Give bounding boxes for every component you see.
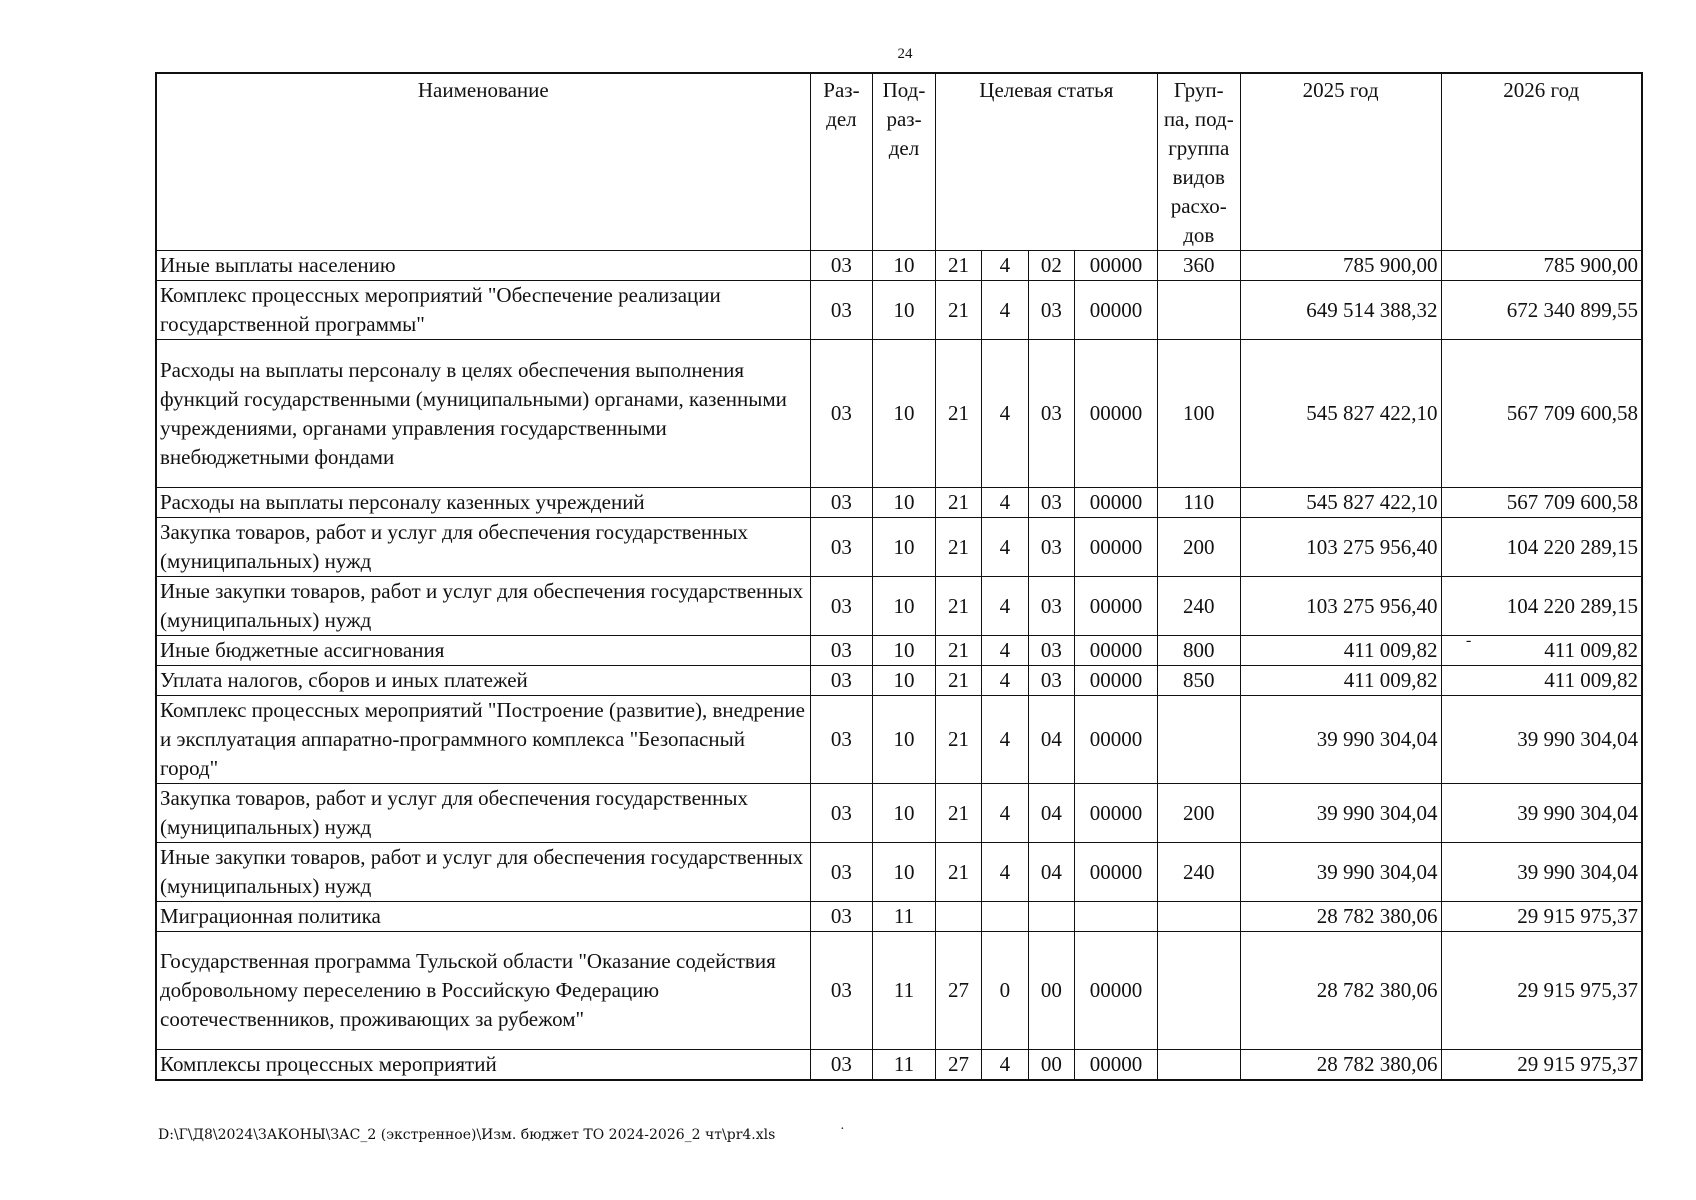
row-section: 03 — [810, 636, 873, 666]
row-target-type: 4 — [982, 1050, 1028, 1081]
row-amount-2025: 28 782 380,06 — [1240, 902, 1441, 932]
footer-file-path: D:\Г\Д8\2024\ЗАКОНЫ\ЗАС_2 (экстренное)\Изм. бюджет ТО 2024-2026_2 чт\pr4.xls — [158, 1127, 776, 1143]
row-amount-2025: 545 827 422,10 — [1240, 340, 1441, 488]
table-row — [156, 251, 1642, 281]
row-amount-2026: 567 709 600,58 — [1441, 340, 1642, 488]
row-name: Иные закупки товаров, работ и услуг для обеспечения государственных (муниципальных) нужд — [156, 577, 810, 636]
row-target-subprogram: 04 — [1028, 784, 1074, 843]
row-target-direction: 00000 — [1075, 577, 1158, 636]
row-target-direction: 00000 — [1075, 251, 1158, 281]
row-amount-2025: 411 009,82 — [1240, 666, 1441, 696]
row-section: 03 — [810, 902, 873, 932]
row-amount-2026: 29 915 975,37 — [1441, 902, 1642, 932]
row-subsection: 10 — [873, 340, 936, 488]
row-name: Комплекс процессных мероприятий "Обеспечение реализации государственной программы" — [156, 281, 810, 340]
row-name: Государственная программа Тульской области "Оказание содействия добровольному переселению в Российскую Федерацию соотечественников, проживающих за рубежом" — [156, 932, 810, 1050]
row-expense-group: 110 — [1157, 488, 1240, 518]
row-target-subprogram: 04 — [1028, 843, 1074, 902]
row-target-program: 21 — [935, 281, 981, 340]
row-amount-2025: 649 514 388,32 — [1240, 281, 1441, 340]
row-name: Расходы на выплаты персоналу в целях обеспечения выполнения функций государственными (муниципальными) органами, казенными учреждениями, органами управления государственными внебюджетными фондами — [156, 340, 810, 488]
row-expense-group — [1157, 1050, 1240, 1081]
row-target-type: 4 — [982, 843, 1028, 902]
row-section: 03 — [810, 696, 873, 784]
row-target-direction: 00000 — [1075, 281, 1158, 340]
row-amount-2026: 567 709 600,58 — [1441, 488, 1642, 518]
row-amount-2026: 104 220 289,15 — [1441, 577, 1642, 636]
row-amount-2026: 411 009,82 — [1441, 636, 1642, 666]
row-section: 03 — [810, 251, 873, 281]
row-amount-2025: 103 275 956,40 — [1240, 577, 1441, 636]
stray-mark: - — [1466, 632, 1472, 649]
row-amount-2025: 545 827 422,10 — [1240, 488, 1441, 518]
table-row — [156, 281, 1642, 340]
row-target-direction: 00000 — [1075, 340, 1158, 488]
row-target-type: 4 — [982, 281, 1028, 340]
row-amount-2026: 672 340 899,55 — [1441, 281, 1642, 340]
row-target-program: 21 — [935, 518, 981, 577]
row-expense-group: 240 — [1157, 843, 1240, 902]
row-subsection: 10 — [873, 696, 936, 784]
row-target-program: 21 — [935, 696, 981, 784]
row-target-type: 0 — [982, 932, 1028, 1050]
row-target-program: 21 — [935, 843, 981, 902]
row-target-type: 4 — [982, 696, 1028, 784]
row-target-direction — [1075, 902, 1158, 932]
row-target-program: 27 — [935, 932, 981, 1050]
table-row — [156, 488, 1642, 518]
row-expense-group — [1157, 902, 1240, 932]
row-name: Закупка товаров, работ и услуг для обеспечения государственных (муниципальных) нужд — [156, 784, 810, 843]
row-target-type: 4 — [982, 518, 1028, 577]
row-target-subprogram: 03 — [1028, 518, 1074, 577]
row-target-direction: 00000 — [1075, 518, 1158, 577]
row-target-direction: 00000 — [1075, 784, 1158, 843]
row-target-subprogram: 04 — [1028, 696, 1074, 784]
table-row — [156, 843, 1642, 902]
row-target-direction: 00000 — [1075, 843, 1158, 902]
row-amount-2026: 29 915 975,37 — [1441, 932, 1642, 1050]
row-target-direction: 00000 — [1075, 932, 1158, 1050]
table-row — [156, 340, 1642, 488]
row-subsection: 10 — [873, 251, 936, 281]
header-name: Наименование — [156, 73, 810, 251]
row-target-direction: 00000 — [1075, 696, 1158, 784]
header-target-article: Целевая статья — [935, 73, 1157, 251]
row-name: Расходы на выплаты персоналу казенных учреждений — [156, 488, 810, 518]
row-section: 03 — [810, 932, 873, 1050]
row-section: 03 — [810, 666, 873, 696]
table-row — [156, 666, 1642, 696]
row-subsection: 10 — [873, 666, 936, 696]
page-number: 24 — [897, 46, 913, 62]
table-header-row — [156, 73, 1642, 251]
row-amount-2025: 28 782 380,06 — [1240, 932, 1441, 1050]
row-target-subprogram: 03 — [1028, 340, 1074, 488]
row-target-subprogram: 03 — [1028, 636, 1074, 666]
header-expense-group: Груп- па, под- группа видов расхо- дов — [1157, 73, 1240, 251]
row-target-program: 21 — [935, 488, 981, 518]
row-subsection: 11 — [873, 1050, 936, 1081]
row-expense-group: 240 — [1157, 577, 1240, 636]
row-subsection: 10 — [873, 843, 936, 902]
row-target-subprogram: 03 — [1028, 281, 1074, 340]
row-target-program: 21 — [935, 784, 981, 843]
row-expense-group: 800 — [1157, 636, 1240, 666]
header-section: Раз- дел — [810, 73, 873, 251]
row-target-subprogram: 03 — [1028, 577, 1074, 636]
table-row — [156, 902, 1642, 932]
row-target-program: 21 — [935, 636, 981, 666]
row-name: Иные бюджетные ассигнования — [156, 636, 810, 666]
header-year-2025: 2025 год — [1240, 73, 1441, 251]
row-name: Иные выплаты населению — [156, 251, 810, 281]
row-name: Уплата налогов, сборов и иных платежей — [156, 666, 810, 696]
row-amount-2025: 39 990 304,04 — [1240, 784, 1441, 843]
row-name: Комплекс процессных мероприятий "Построение (развитие), внедрение и эксплуатация аппаратно-программного комплекса "Безопасный город" — [156, 696, 810, 784]
row-amount-2026: 104 220 289,15 — [1441, 518, 1642, 577]
row-target-type: 4 — [982, 666, 1028, 696]
row-section: 03 — [810, 281, 873, 340]
row-amount-2026: 39 990 304,04 — [1441, 843, 1642, 902]
row-target-type: 4 — [982, 340, 1028, 488]
row-expense-group: 100 — [1157, 340, 1240, 488]
row-section: 03 — [810, 843, 873, 902]
row-expense-group — [1157, 932, 1240, 1050]
row-expense-group — [1157, 696, 1240, 784]
row-name: Комплексы процессных мероприятий — [156, 1050, 810, 1081]
row-target-program: 21 — [935, 251, 981, 281]
table-row — [156, 636, 1642, 666]
row-target-subprogram — [1028, 902, 1074, 932]
footer-dot: · — [840, 1122, 845, 1137]
row-amount-2025: 39 990 304,04 — [1240, 696, 1441, 784]
row-subsection: 10 — [873, 518, 936, 577]
row-target-direction: 00000 — [1075, 1050, 1158, 1081]
row-target-type: 4 — [982, 636, 1028, 666]
table-row — [156, 577, 1642, 636]
row-expense-group: 850 — [1157, 666, 1240, 696]
row-target-type: 4 — [982, 577, 1028, 636]
row-subsection: 10 — [873, 636, 936, 666]
row-amount-2026: 411 009,82 — [1441, 666, 1642, 696]
header-year-2026: 2026 год — [1441, 73, 1642, 251]
row-target-subprogram: 00 — [1028, 1050, 1074, 1081]
row-amount-2025: 411 009,82 — [1240, 636, 1441, 666]
row-target-direction: 00000 — [1075, 488, 1158, 518]
row-target-subprogram: 00 — [1028, 932, 1074, 1050]
row-expense-group: 200 — [1157, 518, 1240, 577]
row-expense-group — [1157, 281, 1240, 340]
row-target-program: 27 — [935, 1050, 981, 1081]
row-expense-group: 360 — [1157, 251, 1240, 281]
row-amount-2025: 39 990 304,04 — [1240, 843, 1441, 902]
table-row — [156, 1050, 1642, 1081]
row-subsection: 10 — [873, 784, 936, 843]
row-target-program: 21 — [935, 577, 981, 636]
row-subsection: 11 — [873, 932, 936, 1050]
row-amount-2025: 28 782 380,06 — [1240, 1050, 1441, 1081]
row-expense-group: 200 — [1157, 784, 1240, 843]
row-amount-2026: 39 990 304,04 — [1441, 784, 1642, 843]
row-subsection: 11 — [873, 902, 936, 932]
row-target-type — [982, 902, 1028, 932]
row-target-type: 4 — [982, 251, 1028, 281]
row-target-program: 21 — [935, 340, 981, 488]
row-target-subprogram: 03 — [1028, 666, 1074, 696]
row-subsection: 10 — [873, 488, 936, 518]
row-subsection: 10 — [873, 577, 936, 636]
row-target-type: 4 — [982, 488, 1028, 518]
row-amount-2025: 103 275 956,40 — [1240, 518, 1441, 577]
row-name: Закупка товаров, работ и услуг для обеспечения государственных (муниципальных) нужд — [156, 518, 810, 577]
row-amount-2025: 785 900,00 — [1240, 251, 1441, 281]
row-name: Иные закупки товаров, работ и услуг для обеспечения государственных (муниципальных) нужд — [156, 843, 810, 902]
header-subsection: Под- раз- дел — [873, 73, 936, 251]
row-target-direction: 00000 — [1075, 666, 1158, 696]
row-section: 03 — [810, 1050, 873, 1081]
table-row — [156, 932, 1642, 1050]
row-target-type: 4 — [982, 784, 1028, 843]
row-amount-2026: 39 990 304,04 — [1441, 696, 1642, 784]
row-target-subprogram: 02 — [1028, 251, 1074, 281]
row-target-program — [935, 902, 981, 932]
table-row — [156, 784, 1642, 843]
row-target-subprogram: 03 — [1028, 488, 1074, 518]
row-amount-2026: 29 915 975,37 — [1441, 1050, 1642, 1081]
row-section: 03 — [810, 340, 873, 488]
row-name: Миграционная политика — [156, 902, 810, 932]
row-section: 03 — [810, 577, 873, 636]
row-section: 03 — [810, 488, 873, 518]
row-section: 03 — [810, 518, 873, 577]
row-section: 03 — [810, 784, 873, 843]
row-target-direction: 00000 — [1075, 636, 1158, 666]
table-row — [156, 518, 1642, 577]
table-row — [156, 696, 1642, 784]
row-target-program: 21 — [935, 666, 981, 696]
budget-table — [155, 72, 1643, 1081]
row-subsection: 10 — [873, 281, 936, 340]
row-amount-2026: 785 900,00 — [1441, 251, 1642, 281]
